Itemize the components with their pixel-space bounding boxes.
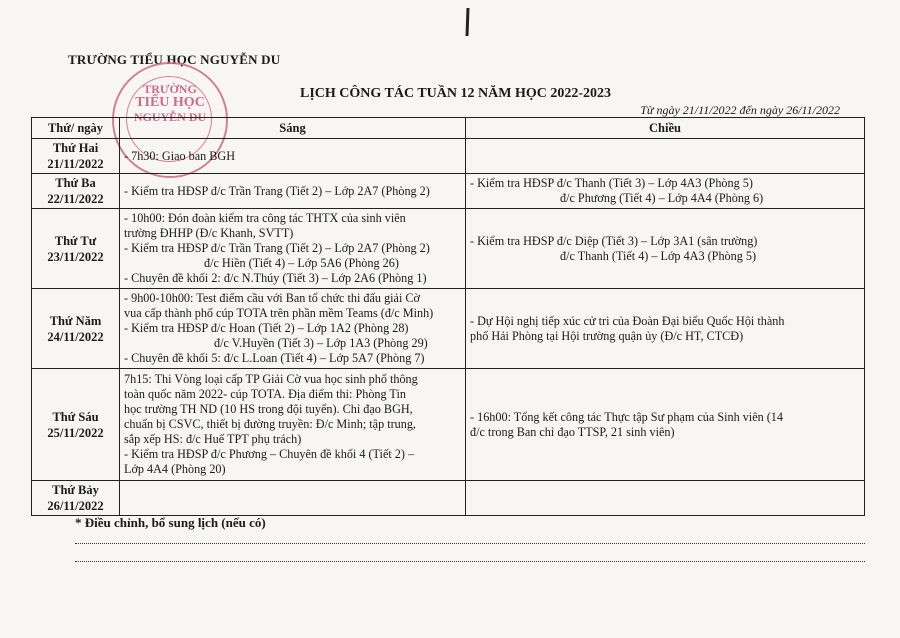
afternoon-line: phố Hải Phòng tại Hội trường quận ủy (Đ/c HT, CTCĐ) (470, 328, 744, 343)
table-row (32, 289, 865, 369)
morning-cell (120, 289, 466, 369)
morning-cell (120, 174, 466, 209)
morning-line: trường ĐHHP (Đ/c Khanh, SVTT) (124, 226, 294, 240)
page-title: LỊCH CÔNG TÁC TUẦN 12 NĂM HỌC 2022-2023 (300, 86, 611, 101)
day-date: 22/11/2022 (47, 192, 104, 206)
morning-cell (120, 481, 466, 516)
table-row (32, 369, 865, 481)
afternoon-cell (466, 481, 865, 516)
morning-line: đ/c V.Huyền (Tiết 3) – Lớp 1A3 (Phòng 29) (214, 336, 428, 350)
day-date: 26/11/2022 (47, 499, 104, 513)
morning-line: sắp xếp HS: đ/c Huế TPT phụ trách) (124, 432, 302, 446)
afternoon-cell (466, 289, 865, 369)
table-row (32, 209, 865, 289)
seal-line: NGUYỄN DU (133, 110, 207, 124)
morning-line: chuẩn bị CSVC, thiết bị đường truyền: Đ/c Minh; tập trung, (124, 417, 416, 431)
schedule-table (31, 117, 865, 516)
school-name: TRƯỜNG TIỂU HỌC NGUYỄN DU (68, 52, 281, 67)
afternoon-cell (466, 174, 865, 209)
dotted-line (75, 543, 865, 544)
morning-line: toàn quốc năm 2022- cúp TOTA. Địa điểm thi: Phòng Tin (124, 387, 406, 401)
morning-line: đ/c Hiền (Tiết 4) – Lớp 5A6 (Phòng 26) (204, 256, 399, 270)
header-afternoon: Chiều (466, 118, 865, 139)
morning-line: - Chuyên đề khối 2: đ/c N.Thúy (Tiết 3) – Lớp 2A6 (Phòng 1) (124, 271, 427, 285)
afternoon-cell (466, 209, 865, 289)
morning-line: 7h15: Thi Vòng loại cấp TP Giải Cờ vua học sinh phổ thông (124, 372, 418, 386)
day-cell (32, 209, 120, 289)
afternoon-cell (466, 139, 865, 174)
day-cell (32, 481, 120, 516)
morning-line: - Kiểm tra HĐSP đ/c Hoan (Tiết 2) – Lớp 1A2 (Phòng 28) (124, 321, 409, 335)
morning-cell (120, 369, 466, 481)
date-range: Từ ngày 21/11/2022 đến ngày 26/11/2022 (640, 103, 840, 117)
morning-line: - Kiểm tra HĐSP đ/c Trần Trang (Tiết 2) – Lớp 2A7 (Phòng 2) (124, 241, 430, 255)
morning-cell (120, 139, 466, 174)
afternoon-cell (466, 369, 865, 481)
afternoon-line: đ/c Thanh (Tiết 4) – Lớp 4A3 (Phòng 5) (560, 248, 757, 263)
day-cell (32, 139, 120, 174)
afternoon-line: đ/c trong Ban chỉ đạo TTSP, 21 sinh viên) (470, 424, 675, 439)
header-day: Thứ/ ngày (32, 118, 120, 139)
day-name: Thứ Sáu (52, 409, 99, 424)
afternoon-line: - Dự Hội nghị tiếp xúc cử tri của Đoàn Đại biểu Quốc Hội thành (470, 313, 785, 328)
day-date: 25/11/2022 (47, 425, 104, 440)
header-morning: Sáng (120, 118, 466, 139)
morning-line: - 9h00-10h00: Test điểm cầu với Ban tổ chức thi đấu giải Cờ (124, 291, 420, 305)
scan-mark (466, 8, 470, 36)
day-name: Thứ Ba (55, 176, 96, 190)
day-cell (32, 289, 120, 369)
afternoon-line: đ/c Phương (Tiết 4) – Lớp 4A4 (Phòng 6) (560, 191, 764, 205)
morning-line: - Kiểm tra HĐSP đ/c Trần Trang (Tiết 2) – Lớp 2A7 (Phòng 2) (124, 183, 430, 198)
day-cell (32, 174, 120, 209)
afternoon-line: - 16h00: Tổng kết công tác Thực tập Sư phạm của Sinh viên (14 (470, 409, 783, 424)
day-name: Thứ Năm (49, 313, 102, 328)
morning-line: - 7h30: Giao ban BGH (124, 148, 236, 163)
table-row (32, 139, 865, 174)
seal-line: TIỂU HỌC (135, 95, 205, 110)
morning-line: Lớp 4A4 (Phòng 20) (124, 462, 226, 476)
table-row (32, 174, 865, 209)
seal-line: TRƯỜNG (143, 82, 197, 96)
table-header-row (32, 118, 865, 139)
morning-line: - Kiểm tra HĐSP đ/c Phương – Chuyên đề khối 4 (Tiết 2) – (124, 447, 415, 461)
day-name: Thứ Bảy (52, 483, 99, 497)
morning-cell (120, 209, 466, 289)
afternoon-line: - Kiểm tra HĐSP đ/c Diệp (Tiết 3) – Lớp 3A1 (sân trường) (470, 233, 758, 248)
day-date: 23/11/2022 (47, 249, 104, 264)
adjustment-note: * Điều chỉnh, bổ sung lịch (nếu có) (75, 515, 266, 530)
day-name: Thứ Tư (54, 233, 97, 248)
day-cell (32, 369, 120, 481)
morning-line: vua cấp thành phố cúp TOTA trên phần mềm Teams (đ/c Minh) (124, 306, 434, 320)
afternoon-line: - Kiểm tra HĐSP đ/c Thanh (Tiết 3) – Lớp 4A3 (Phòng 5) (470, 176, 753, 190)
morning-line: học trường TH ND (10 HS trong đội tuyển). Chỉ đạo BGH, (124, 402, 413, 416)
morning-line: - 10h00: Đón đoàn kiểm tra công tác THTX của sinh viên (124, 211, 406, 225)
dotted-line (75, 561, 865, 562)
day-date: 21/11/2022 (47, 157, 104, 171)
day-date: 24/11/2022 (47, 329, 104, 344)
day-name: Thứ Hai (52, 141, 99, 155)
table-row (32, 481, 865, 516)
morning-line: - Chuyên đề khối 5: đ/c L.Loan (Tiết 4) – Lớp 5A7 (Phòng 7) (124, 351, 425, 365)
